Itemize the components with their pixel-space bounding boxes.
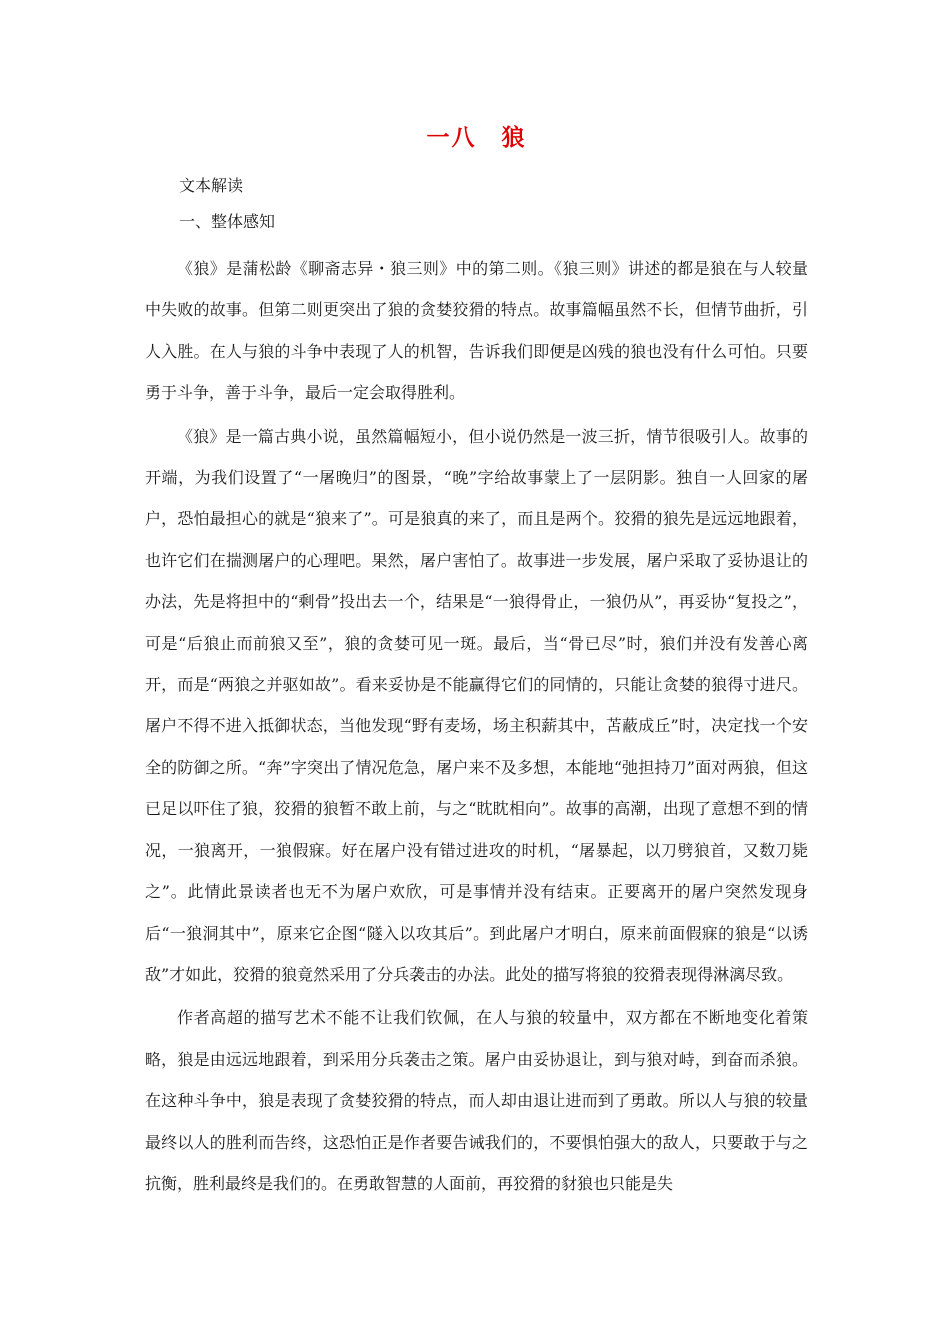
paragraph-3: 作者高超的描写艺术不能不让我们钦佩，在人与狼的较量中，双方都在不断地变化着策略，狼是由远远地跟着，到采用分兵袭击之策。屠户由妥协退让，到与狼对峙，到奋而杀狼。在这种斗争中，狼是表现了贪婪狡猾的特点，而人却由退让进而到了勇敢。所以人与狼的较量最终以人的胜利而告终，这恐怕正是作者要告诫我们的，不要惧怕强大的敌人，只要敢于与之抗衡，胜利最终是我们的。在勇敢智慧的人面前，再狡猾的豺狼也只能是失 <box>145 1008 808 1193</box>
paragraph-1: 《狼》是蒲松龄《聊斋志异・狼三则》中的第二则。《狼三则》讲述的都是狼在与人较量中失败的故事。但第二则更突出了狼的贪婪狡猾的特点。故事篇幅虽然不长，但情节曲折，引人入胜。在人与狼的斗争中表现了人的机智，告诉我们即便是凶残的狼也没有什么可怕。只要勇于斗争，善于斗争，最后一定会取得胜利。 <box>145 259 808 403</box>
paragraph-2: 《狼》是一篇古典小说，虽然篇幅短小，但小说仍然是一波三折，情节很吸引人。故事的开端，为我们设置了“一屠晚归”的图景，“晚”字给故事蒙上了一层阴影。独自一人回家的屠户，恐怕最担心的就是“狼来了”。可是狼真的来了，而且是两个。狡猾的狼先是远远地跟着，也许它们在揣测屠户的心理吧。果然，屠户害怕了。故事进一步发展，屠户采取了妥协退让的办法，先是将担中的“剩骨”投出去一个，结果是“一狼得骨止，一狼仍从”，再妥协“复投之”，可是“后狼止而前狼又至”，狼的贪婪可见一斑。最后，当“骨已尽”时，狼们并没有发善心离开，而是“两狼之并驱如故”。看来妥协是不能赢得它们的同情的，只能让贪婪的狼得寸进尺。屠户不得不进入抵御状态，当他发现“野有麦场，场主积薪其中，苫蔽成丘”时，决定找一个安全的防御之所。“奔”字突出了情况危急，屠户来不及多想，本能地“弛担持刀”面对两狼，但这已足以吓住了狼，狡猾的狼暂不敢上前，与之“眈眈相向”。故事的高潮，出现了意想不到的情况，一狼离开，一狼假寐。好在屠户没有错过进攻的时机，“屠暴起，以刀劈狼首，又数刀毙之”。此情此景读者也无不为屠户欢欣，可是事情并没有结束。正要离开的屠户突然发现身后“一狼洞其中”，原来它企图“隧入以攻其后”。到此屠户才明白，原来前面假寐的狼是“以诱敌”才如此，狡猾的狼竟然采用了分兵袭击的办法。此处的描写将狼的狡猾表现得淋漓尽致。 <box>145 426 808 984</box>
section-heading: 文本解读 <box>179 176 244 195</box>
subsection-heading: 一、整体感知 <box>179 212 276 231</box>
document-title: 一八 狼 <box>426 124 527 151</box>
